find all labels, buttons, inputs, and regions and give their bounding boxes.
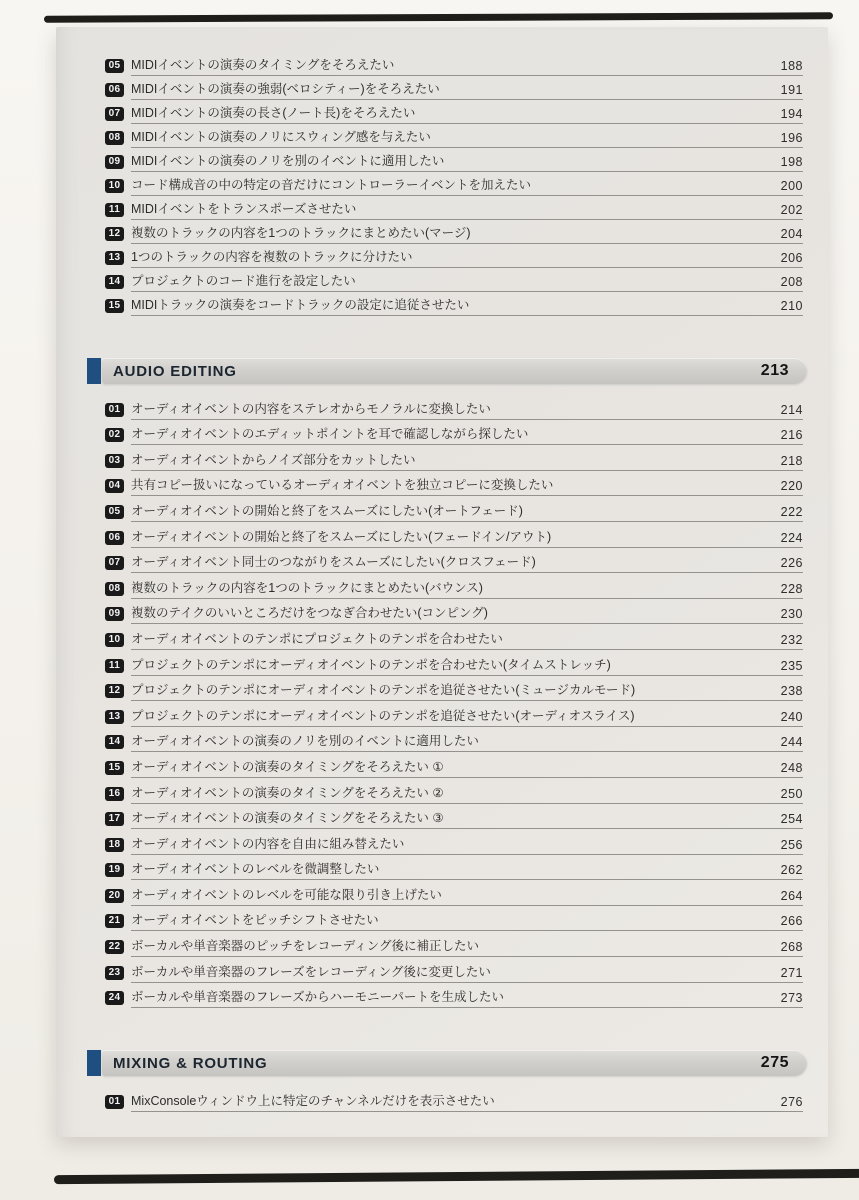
entry-number-badge: 02 [105, 428, 124, 442]
entry-number-badge: 09 [105, 607, 124, 621]
toc-entry [105, 1086, 803, 1112]
entry-title: オーディオイベントのレベルを微調整したい [131, 862, 380, 877]
entry-page-number: 222 [780, 504, 803, 519]
toc-entry [105, 420, 803, 446]
entry-page-number: 220 [780, 479, 803, 494]
entry-title: MIDIイベントの演奏のノリにスウィング感を与えたい [131, 130, 431, 144]
entry-rule [131, 79, 803, 100]
toc-entry [105, 983, 803, 1009]
entry-page-number: 216 [780, 428, 803, 443]
entry-title: オーディオイベントのテンポにプロジェクトのテンポを合わせたい [131, 631, 503, 646]
entry-title: オーディオイベントからノイズ部分をカットしたい [131, 452, 416, 467]
toc-entry [105, 220, 803, 244]
toc-entry [105, 268, 803, 292]
toc-entry [105, 855, 803, 881]
entry-number-badge: 14 [105, 275, 124, 289]
entry-rule [131, 936, 803, 957]
entry-rule [131, 151, 803, 172]
entry-page-number: 196 [780, 131, 803, 145]
entry-number-badge: 06 [105, 83, 124, 97]
entry-rule [131, 175, 803, 196]
entry-rule [131, 527, 803, 548]
entry-page-number: 208 [780, 275, 803, 289]
entry-title: MixConsoleウィンドウ上に特定のチャンネルだけを表示させたい [131, 1093, 495, 1108]
entry-page-number: 228 [780, 581, 803, 596]
entry-title: 1つのトラックの内容を複数のトラックに分けたい [131, 250, 413, 264]
entry-rule [131, 885, 803, 906]
entry-number-badge: 10 [105, 633, 124, 647]
entry-title: オーディオイベントの演奏のタイミングをそろえたい ③ [131, 811, 444, 826]
toc-entry [105, 496, 803, 522]
entry-number-badge: 22 [105, 940, 124, 954]
entry-number-badge: 05 [105, 505, 124, 519]
entry-number-badge: 05 [105, 59, 124, 73]
book-page [56, 27, 828, 1137]
entry-page-number: 250 [780, 786, 803, 801]
toc-entry [105, 548, 803, 574]
entry-rule [131, 655, 803, 676]
entry-page-number: 202 [780, 203, 803, 217]
entry-title: MIDIトラックの演奏をコードトラックの設定に追従させたい [131, 298, 470, 312]
toc-entry [105, 471, 803, 497]
entry-page-number: 276 [780, 1094, 803, 1109]
entry-title: MIDIイベントの演奏のタイミングをそろえたい [131, 58, 395, 72]
section-accent-bar [87, 358, 101, 384]
entry-rule [131, 450, 803, 471]
entry-number-badge: 24 [105, 991, 124, 1005]
entry-page-number: 248 [780, 760, 803, 775]
entry-page-number: 226 [780, 556, 803, 571]
entry-rule [131, 603, 803, 624]
entry-number-badge: 08 [105, 131, 124, 145]
entry-rule [131, 808, 803, 829]
entry-number-badge: 19 [105, 863, 124, 877]
entry-title: ボーカルや単音楽器のフレーズからハーモニーパートを生成したい [131, 990, 505, 1005]
entry-number-badge: 15 [105, 299, 124, 313]
table-of-contents [105, 27, 803, 1112]
entry-page-number: 191 [780, 83, 803, 97]
toc-entry [105, 650, 803, 676]
entry-title: プロジェクトのテンポにオーディオイベントのテンポを追従させたい(ミュージカルモード) [131, 683, 636, 698]
entry-page-number: 232 [780, 632, 803, 647]
entry-title: プロジェクトのテンポにオーディオイベントのテンポを追従させたい(オーディオスライス) [131, 708, 635, 723]
section-mixing-routing [105, 1050, 803, 1112]
entry-number-badge: 07 [105, 556, 124, 570]
section-page-number: 275 [760, 1054, 789, 1072]
toc-entry [105, 148, 803, 172]
entry-rule [131, 910, 803, 931]
entry-rule [131, 859, 803, 880]
entry-page-number: 244 [780, 735, 803, 750]
entry-number-badge: 03 [105, 454, 124, 468]
entry-number-badge: 09 [105, 155, 124, 169]
entry-page-number: 224 [780, 530, 803, 545]
entry-rule [131, 127, 803, 148]
entry-rule [131, 962, 803, 983]
toc-entry [105, 906, 803, 932]
entry-rule [131, 199, 803, 220]
entry-number-badge: 13 [105, 251, 124, 265]
entry-title: オーディオイベントの演奏のタイミングをそろえたい ② [131, 785, 444, 800]
section-audio-editing [105, 358, 803, 1008]
toc-entry [105, 727, 803, 753]
entry-title: オーディオイベントの開始と終了をスムーズにしたい(オートフェード) [131, 503, 523, 518]
entry-number-badge: 23 [105, 966, 124, 980]
entry-number-badge: 14 [105, 735, 124, 749]
entry-number-badge: 17 [105, 812, 124, 826]
toc-entry [105, 676, 803, 702]
entry-rule [131, 987, 803, 1008]
entry-title: MIDIイベントをトランスポーズさせたい [131, 202, 357, 216]
toc-entry [105, 100, 803, 124]
entry-page-number: 238 [780, 684, 803, 699]
toc-entry [105, 124, 803, 148]
entry-title: 複数のトラックの内容を1つのトラックにまとめたい(マージ) [131, 226, 471, 240]
toc-entry [105, 522, 803, 548]
toc-entry [105, 624, 803, 650]
entry-rule [131, 295, 803, 316]
entry-number-badge: 07 [105, 107, 124, 121]
entry-page-number: 206 [780, 251, 803, 265]
entry-title: オーディオイベントのレベルを可能な限り引き上げたい [131, 887, 442, 902]
entry-title: 複数のトラックの内容を1つのトラックにまとめたい(バウンス) [131, 580, 483, 595]
toc-entry [105, 778, 803, 804]
toc-entry [105, 76, 803, 100]
toc-entry [105, 880, 803, 906]
entry-rule [131, 731, 803, 752]
entry-number-badge: 15 [105, 761, 124, 775]
entry-title: ボーカルや単音楽器のピッチをレコーディング後に補正したい [131, 939, 480, 954]
toc-entry [105, 752, 803, 778]
entry-rule [131, 501, 803, 522]
toc-entry [105, 394, 803, 420]
entry-title: 複数のテイクのいいところだけをつなぎ合わせたい(コンピング) [131, 606, 488, 621]
section-header-bar [102, 358, 807, 384]
entry-title: オーディオイベントの内容を自由に組み替えたい [131, 836, 405, 851]
entry-page-number: 198 [780, 155, 803, 169]
entry-rule [131, 578, 803, 599]
entry-number-badge: 01 [105, 1095, 124, 1109]
entry-rule [131, 757, 803, 778]
entry-title: ボーカルや単音楽器のフレーズをレコーディング後に変更したい [131, 964, 491, 979]
entry-title: MIDIイベントの演奏の強弱(ベロシティー)をそろえたい [131, 82, 440, 96]
book-cover-bottom-edge [54, 1169, 859, 1184]
entry-number-badge: 20 [105, 889, 124, 903]
entry-title: オーディオイベントをピッチシフトさせたい [131, 913, 379, 928]
entry-page-number: 240 [780, 709, 803, 724]
entry-page-number: 256 [780, 837, 803, 852]
entry-title: オーディオイベントの演奏のノリを別のイベントに適用したい [131, 734, 479, 749]
entry-page-number: 218 [780, 453, 803, 468]
section-header-bar [102, 1050, 807, 1076]
entry-number-badge: 12 [105, 227, 124, 241]
section-header [87, 1050, 807, 1076]
entry-rule [131, 55, 803, 76]
entry-page-number: 271 [780, 965, 803, 980]
entry-rule [131, 834, 803, 855]
entry-number-badge: 16 [105, 787, 124, 801]
entry-number-badge: 01 [105, 403, 124, 417]
entry-rule [131, 223, 803, 244]
toc-entry [105, 829, 803, 855]
entry-number-badge: 12 [105, 684, 124, 698]
section-accent-bar [87, 1050, 101, 1076]
toc-entry [105, 931, 803, 957]
entry-rule [131, 680, 803, 701]
entry-title: オーディオイベントの開始と終了をスムーズにしたい(フェードイン/アウト) [131, 529, 552, 544]
entry-title: プロジェクトのコード進行を設定したい [131, 274, 356, 288]
entry-title: オーディオイベントのエディットポイントを耳で確認しながら探したい [131, 427, 529, 442]
entry-title: オーディオイベント同士のつながりをスムーズにしたい(クロスフェード) [131, 555, 536, 570]
entry-rule [131, 1091, 803, 1112]
entry-rule [131, 783, 803, 804]
entry-number-badge: 13 [105, 710, 124, 724]
section-title: AUDIO EDITING [113, 362, 237, 380]
toc-entry [105, 804, 803, 830]
entry-title: 共有コピー扱いになっているオーディオイベントを独立コピーに変換したい [131, 478, 554, 493]
entry-title: オーディオイベントの内容をステレオからモノラルに変換したい [131, 401, 491, 416]
entry-rule [131, 706, 803, 727]
entry-page-number: 262 [780, 863, 803, 878]
entry-number-badge: 10 [105, 179, 124, 193]
entry-number-badge: 08 [105, 582, 124, 596]
entry-rule [131, 247, 803, 268]
entry-rule [131, 424, 803, 445]
entry-number-badge: 11 [105, 203, 124, 217]
entry-page-number: 210 [780, 299, 803, 313]
entry-title: プロジェクトのテンポにオーディオイベントのテンポを合わせたい(タイムストレッチ) [131, 657, 611, 672]
section-page-number: 213 [760, 362, 789, 379]
toc-entry [105, 573, 803, 599]
entry-page-number: 273 [780, 991, 803, 1006]
entry-page-number: 264 [780, 888, 803, 903]
entry-rule [131, 103, 803, 124]
entry-page-number: 194 [780, 107, 803, 121]
entry-title: コード構成音の中の特定の音だけにコントローラーイベントを加えたい [131, 178, 532, 192]
toc-entry [105, 292, 803, 316]
entry-number-badge: 21 [105, 914, 124, 928]
section-header [87, 358, 807, 384]
entry-title: MIDIイベントの演奏の長さ(ノート長)をそろえたい [131, 106, 416, 120]
toc-entry [105, 244, 803, 268]
entry-rule [131, 552, 803, 573]
entry-rule [131, 271, 803, 292]
toc-entry [105, 957, 803, 983]
entry-rule [131, 475, 803, 496]
section-midi-editing-continued [105, 27, 803, 316]
toc-entry [105, 599, 803, 625]
entry-page-number: 254 [780, 812, 803, 827]
entry-page-number: 268 [780, 940, 803, 955]
entry-number-badge: 04 [105, 479, 124, 493]
entry-page-number: 200 [780, 179, 803, 193]
toc-entry [105, 52, 803, 76]
entry-number-badge: 11 [105, 659, 124, 673]
toc-entry [105, 172, 803, 196]
section-title: MIXING & ROUTING [113, 1054, 268, 1072]
entry-title: MIDIイベントの演奏のノリを別のイベントに適用したい [131, 154, 445, 168]
entry-page-number: 235 [780, 658, 803, 673]
entry-page-number: 188 [780, 59, 803, 73]
entry-page-number: 214 [780, 402, 803, 417]
entry-page-number: 266 [780, 914, 803, 929]
entry-title: オーディオイベントの演奏のタイミングをそろえたい ① [131, 759, 444, 774]
entry-page-number: 230 [780, 607, 803, 622]
book-cover-top-edge [44, 12, 833, 22]
toc-entry [105, 196, 803, 220]
entry-number-badge: 18 [105, 838, 124, 852]
toc-entry [105, 445, 803, 471]
entry-rule [131, 629, 803, 650]
toc-entry [105, 701, 803, 727]
entry-rule [131, 399, 803, 420]
entry-page-number: 204 [780, 227, 803, 241]
entry-number-badge: 06 [105, 531, 124, 545]
